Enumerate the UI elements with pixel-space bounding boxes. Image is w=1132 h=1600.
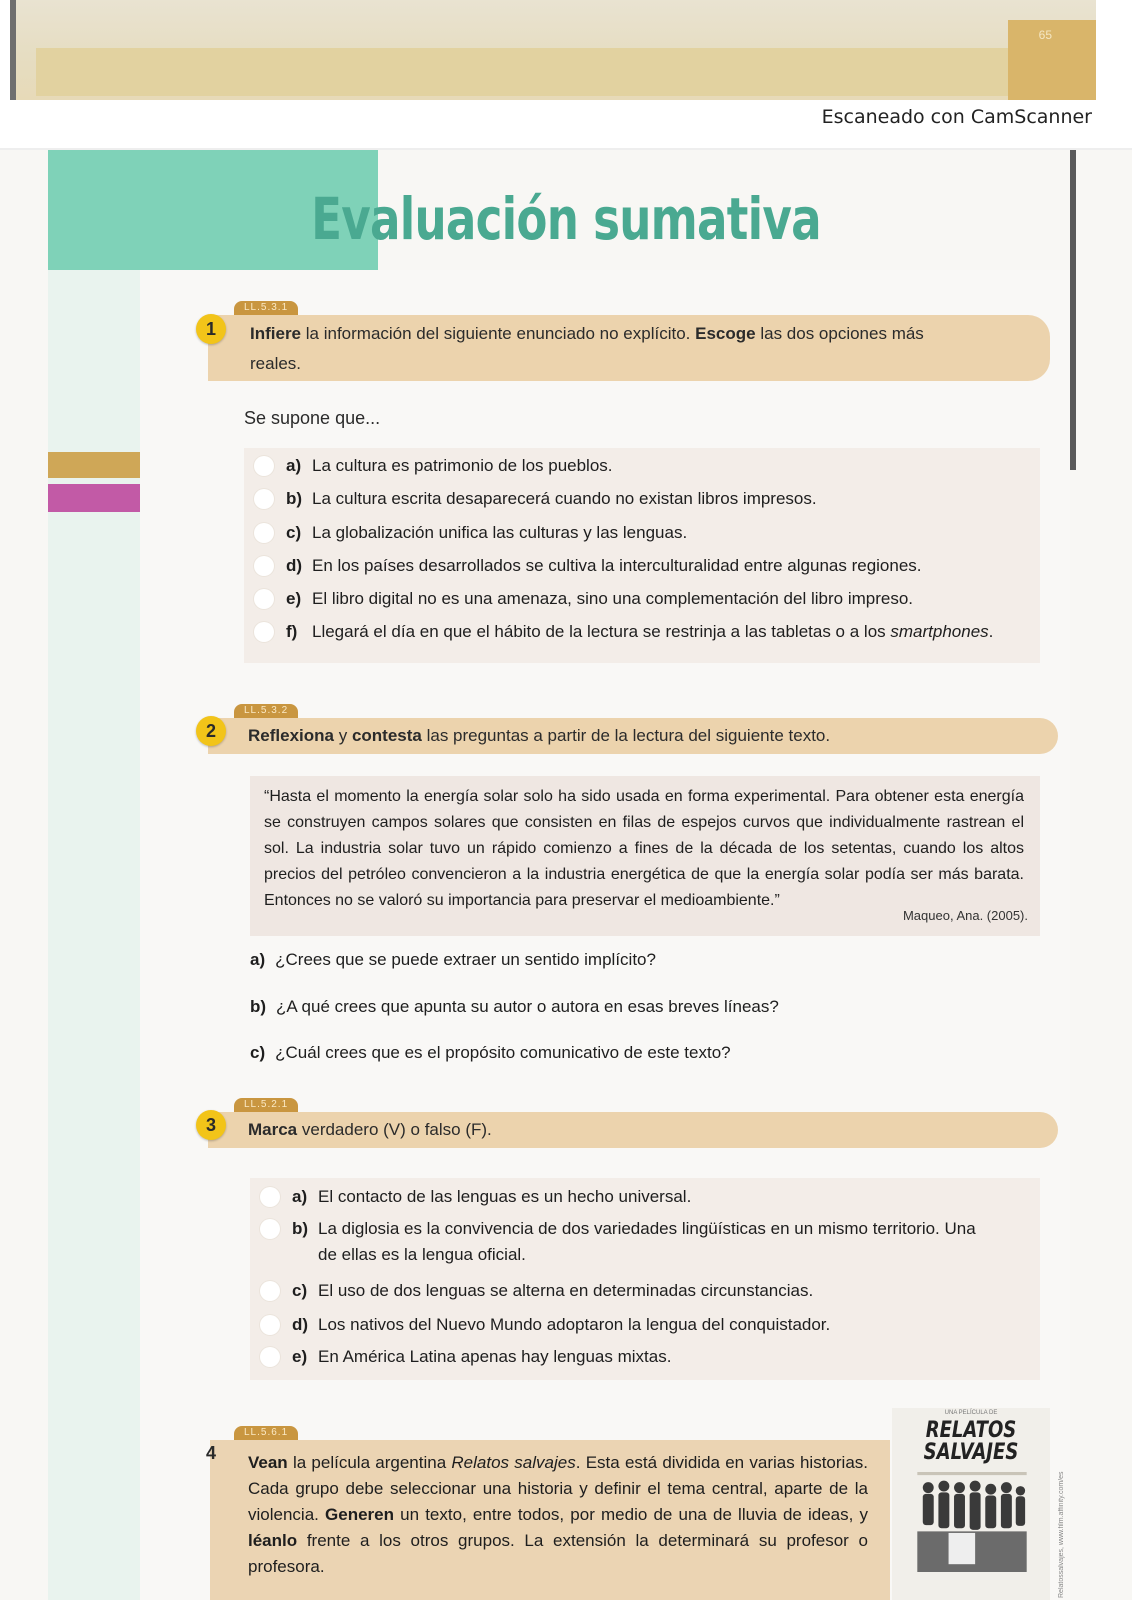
q2-question-b: b) ¿A qué crees que apunta su autor o autora en esas breves líneas? bbox=[250, 997, 779, 1016]
q1-instruction-part2: las dos opciones más bbox=[755, 324, 924, 343]
option-checkbox[interactable] bbox=[260, 1347, 280, 1367]
side-tab-pink bbox=[48, 484, 140, 512]
option-checkbox[interactable] bbox=[254, 622, 274, 642]
scan-top-strip bbox=[10, 0, 1096, 100]
right-edge-rule bbox=[1070, 150, 1076, 470]
q4-skill-code: LL.5.6.1 bbox=[234, 1426, 298, 1440]
poster-title: RELATOS SALVAJES bbox=[923, 1418, 1019, 1465]
q1-number-badge: 1 bbox=[196, 314, 226, 344]
option-checkbox[interactable] bbox=[260, 1315, 280, 1335]
scan-header-bar bbox=[36, 48, 1016, 96]
option-checkbox[interactable] bbox=[254, 556, 274, 576]
option-checkbox[interactable] bbox=[260, 1187, 280, 1207]
q1-verb-infiere: Infiere bbox=[250, 324, 302, 343]
q2-skill-code: LL.5.3.2 bbox=[234, 704, 298, 718]
q4-activity-text: Vean la película argentina Relatos salvajes. Esta está dividida en varias historias. Cada grupo debe seleccionar una historia y definir el tema central, aparte de la violencia. Generen un texto, entre todos, por medio de una de lluvia de ideas, y léanlo frente a los otros grupos. La extensión la determinará su profesor o profesora. bbox=[248, 1453, 868, 1576]
q3-options-box: a) El contacto de las lenguas es un hecho universal. b) La diglosia es la convivencia de dos variedades lingüísticas en un mismo territorio. Una de ellas es la lengua oficial. c) El uso de dos lenguas se alterna en determinadas circunstancias. d) Los nativos del Nuevo Mundo adoptaron la lengua del conquistador. e) En América Latina apenas hay lenguas mixtas. bbox=[250, 1178, 1040, 1380]
q1-instruction-bar bbox=[208, 315, 1050, 381]
option-checkbox[interactable] bbox=[254, 589, 274, 609]
q2-instruction-bar: Reflexiona y contesta las preguntas a partir de la lectura del siguiente texto. bbox=[208, 718, 1058, 754]
q1-lead-text: Se supone que... bbox=[244, 408, 381, 428]
q3-number-badge: 3 bbox=[196, 1110, 226, 1140]
scanner-watermark: Escaneado con CamScanner bbox=[821, 106, 1092, 128]
q1-instruction-part1: la información del siguiente enunciado no explícito. bbox=[301, 324, 696, 343]
q2-quote-box bbox=[250, 776, 1040, 936]
q3-instruction-bar: Marca verdadero (V) o falso (F). bbox=[208, 1112, 1058, 1148]
q4-activity-box bbox=[210, 1440, 890, 1600]
option-checkbox[interactable] bbox=[254, 456, 274, 476]
movie-poster-relatos-salvajes bbox=[892, 1408, 1050, 1600]
option-checkbox[interactable] bbox=[260, 1219, 280, 1239]
q1-skill-code: LL.5.3.1 bbox=[234, 301, 298, 315]
option-checkbox[interactable] bbox=[260, 1281, 280, 1301]
option-checkbox[interactable] bbox=[254, 523, 274, 543]
option-checkbox[interactable] bbox=[254, 489, 274, 509]
poster-credit-text: Relatossalvajes, www.film.affinity.com/es bbox=[1058, 1471, 1065, 1598]
q1-options-box: a) La cultura es patrimonio de los pueblos. b) La cultura escrita desaparecerá cuando no existan libros impresos. c) La globalización unifica las culturas y las lenguas. d) En los países desarrollados se cultiva la interculturalidad entre algunas regiones. e) El libro digital no es una amenaza, sino una complementación del libro impreso. f) Llegará el día en que el hábito de la lectura se restrinja a las tabletas o a los smartphones. bbox=[244, 448, 1040, 663]
q2-number-badge: 2 bbox=[196, 716, 226, 746]
page-number: 65 bbox=[1038, 28, 1052, 42]
q2-quote-text: “Hasta el momento la energía solar solo ha sido usada en forma experimental. Para obtener esta energía se construyen campos solares que consisten en filas de espejos curvos que individualmente rastrean el sol. La industria solar tuvo un rápido comienzo a fines de la década de los setentas, cuando los altos precios del petróleo convencieron a la industria energética de que la energía solar podía ser más barata. Entonces no se valoró su importancia para preservar el medioambiente.” bbox=[264, 788, 1024, 909]
page-number-tab bbox=[1008, 20, 1096, 100]
q2-question-c: c) ¿Cuál crees que es el propósito comunicativo de este texto? bbox=[250, 1043, 731, 1062]
q1-instruction-line2: reales. bbox=[250, 354, 302, 373]
q3-skill-code: LL.5.2.1 bbox=[234, 1098, 298, 1112]
page-title: Evaluación sumativa bbox=[311, 185, 821, 253]
side-tab-gold bbox=[48, 452, 140, 478]
q2-citation: Maqueo, Ana. (2005). bbox=[902, 908, 1028, 923]
q2-question-a: a) ¿Crees que se puede extraer un sentido implícito? bbox=[250, 950, 656, 969]
poster-cast-figures bbox=[902, 1472, 1042, 1572]
left-margin-band bbox=[48, 150, 140, 1600]
poster-subtitle: UNA PELÍCULA DE bbox=[944, 1410, 998, 1416]
q4-number-badge: 4 bbox=[205, 1443, 216, 1463]
q1-verb-escoge: Escoge bbox=[695, 324, 756, 343]
